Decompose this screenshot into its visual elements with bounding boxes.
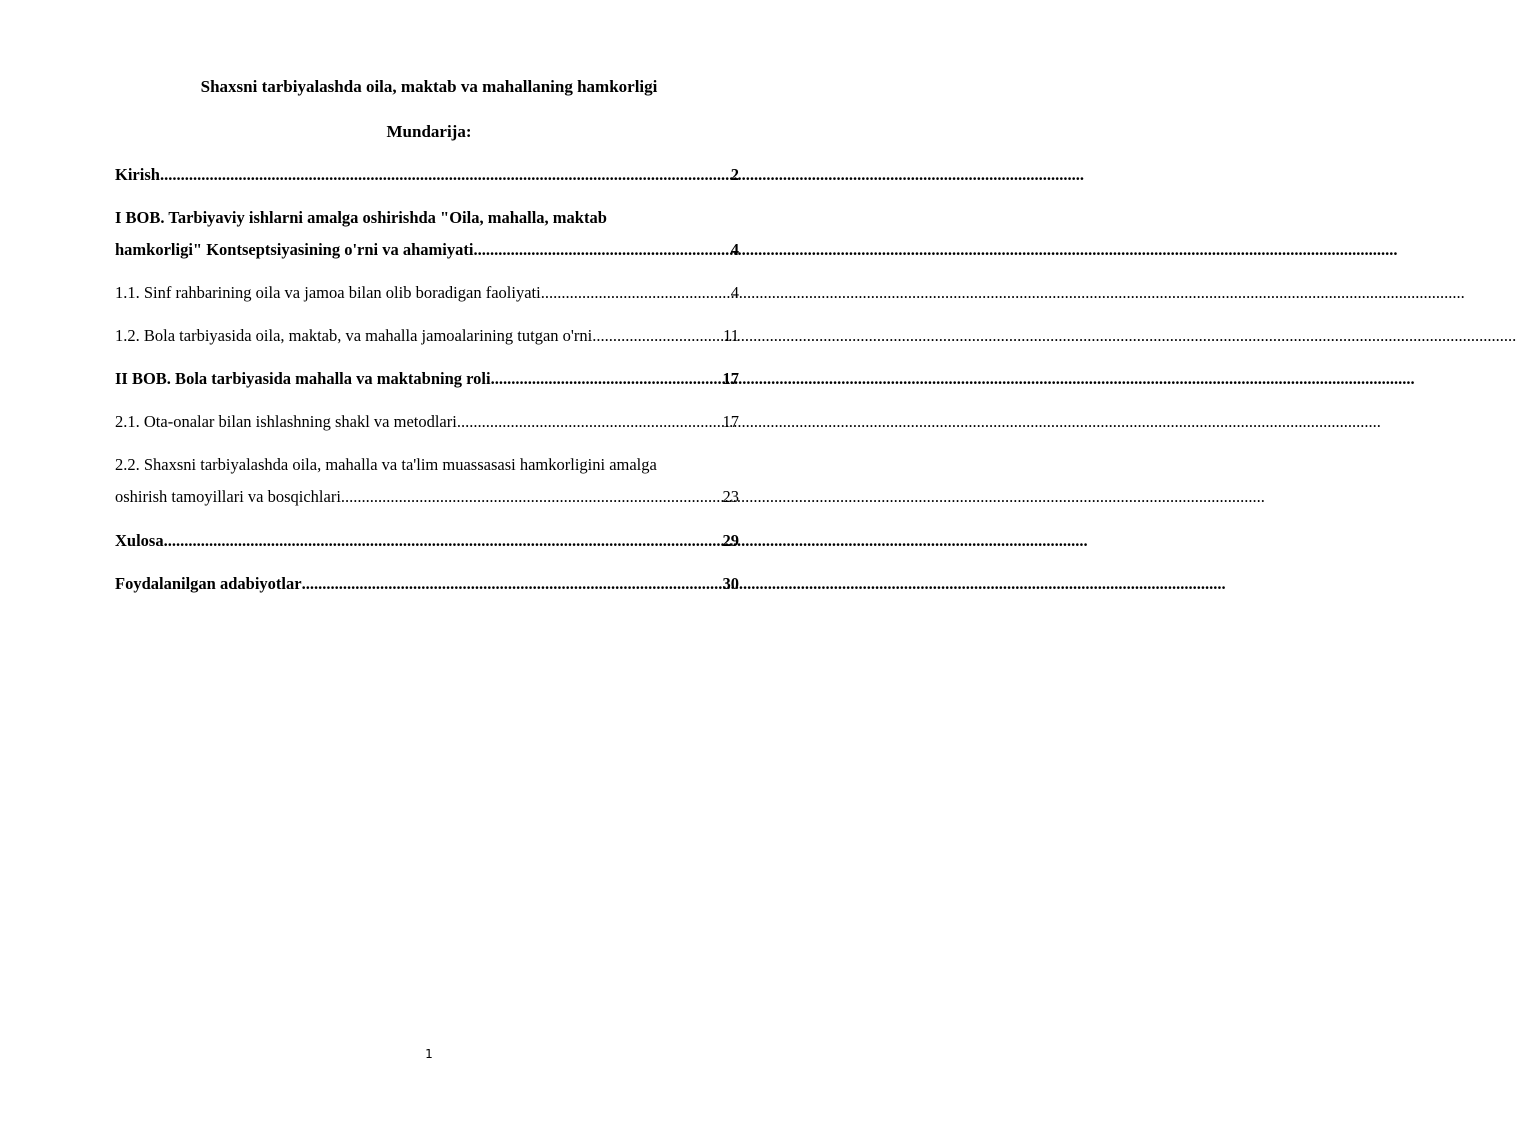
toc-entry-page: 23 bbox=[722, 487, 739, 506]
toc-entry-text: 1.1. Sinf rahbarining oila va jamoa bilan olib boradigan faoliyati bbox=[115, 283, 541, 302]
toc-entry-text: hamkorligi" Kontseptsiyasining o'rni va ahamiyati bbox=[115, 240, 474, 259]
toc-dot-leader bbox=[592, 323, 723, 349]
toc-entry-page: 17 bbox=[722, 412, 739, 431]
toc-entry-1-2 bbox=[115, 323, 739, 349]
toc-entry-page: 30 bbox=[722, 574, 739, 593]
toc-entry-text: Foydalanilgan adabiyotlar bbox=[115, 574, 302, 593]
toc-entry-page: 17 bbox=[722, 369, 739, 388]
toc-dot-leader bbox=[541, 280, 731, 306]
toc-dot-leader bbox=[473, 237, 730, 263]
toc-entry-page: 4 bbox=[730, 283, 739, 302]
toc-entry-text: II BOB. Bola tarbiyasida mahalla va maktabning roli bbox=[115, 369, 491, 388]
toc-dot-leader bbox=[491, 366, 723, 392]
toc-entry-text: Xulosa bbox=[115, 531, 164, 550]
toc-dot-leader bbox=[164, 528, 723, 554]
toc-entry-kirish bbox=[115, 162, 739, 188]
toc-dot-leader bbox=[160, 162, 731, 188]
toc-entry-page: 29 bbox=[722, 531, 739, 550]
page-number: 1 bbox=[425, 1047, 433, 1061]
toc-entry-1-1 bbox=[115, 280, 739, 306]
toc-entry-page: 4 bbox=[730, 240, 739, 259]
toc-entry-bob1 bbox=[115, 237, 739, 263]
toc-entry-2-2 bbox=[115, 484, 739, 510]
toc-dot-leader bbox=[457, 409, 723, 435]
toc-heading: Mundarija: bbox=[386, 122, 472, 141]
toc-entry-page: 2 bbox=[730, 165, 739, 184]
toc-entry-2-2-line1: 2.2. Shaxsni tarbiyalashda oila, mahalla va ta'lim muassasasi hamkorligini amalga bbox=[115, 455, 657, 474]
toc-entry-bob2 bbox=[115, 366, 739, 392]
toc-dot-leader bbox=[302, 571, 723, 597]
toc-entry-text: Kirish bbox=[115, 165, 160, 184]
toc-entry-text: oshirish tamoyillari va bosqichlari bbox=[115, 487, 341, 506]
toc-entry-adabiyotlar bbox=[115, 571, 739, 597]
toc-entry-text: 1.2. Bola tarbiyasida oila, maktab, va mahalla jamoalarining tutgan o'rni bbox=[115, 326, 593, 345]
toc-dot-leader bbox=[341, 484, 723, 510]
toc-entry-xulosa bbox=[115, 528, 739, 554]
toc-entry-text: 2.1. Ota-onalar bilan ishlashning shakl va metodlari bbox=[115, 412, 457, 431]
toc-entry-page: 11 bbox=[723, 326, 739, 345]
toc-entry-2-1 bbox=[115, 409, 739, 435]
toc-entry-bob1-line1: I BOB. Tarbiyaviy ishlarni amalga oshirishda "Oila, mahalla, maktab bbox=[115, 208, 607, 227]
document-title: Shaxsni tarbiyalashda oila, maktab va mahallaning hamkorligi bbox=[200, 77, 658, 96]
